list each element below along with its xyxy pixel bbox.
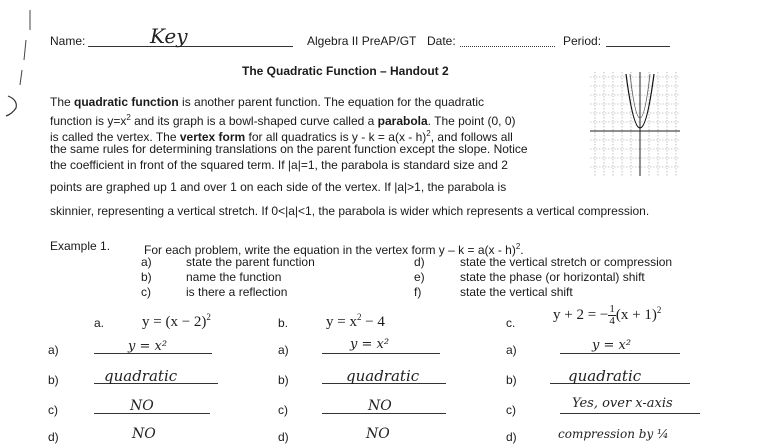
name-line (88, 46, 293, 47)
example-label: Example 1. (50, 239, 111, 253)
period-line (606, 46, 670, 47)
answer-letter: c) (48, 403, 58, 417)
name-value: Key (150, 24, 188, 48)
problem-c-equation: y + 2 = − $\frac{1}{4}$ $(x + 1)^2$ (553, 303, 662, 327)
answer-line (322, 353, 440, 354)
answer-letter: a) (506, 343, 517, 357)
handwritten-answer: y = x² (592, 338, 632, 353)
handwritten-answer: quadratic (346, 367, 420, 385)
item-text: is there a reflection (186, 285, 288, 299)
item-letter: c) (141, 285, 151, 299)
handwritten-answer: NO (132, 426, 156, 442)
example-instruction: For each problem, write the equation in the vertex form y – k = a(x - h)$^2$. (144, 242, 524, 257)
item-text: state the parent function (186, 255, 315, 269)
answer-letter: c) (278, 403, 288, 417)
answer-letter: d) (278, 430, 289, 444)
answer-line (560, 413, 700, 414)
handwritten-answer: quadratic (104, 367, 178, 385)
date-line (460, 46, 555, 47)
date-label: Date: (427, 34, 456, 48)
paragraph-line-4: the same rules for determining translations on the parent function except the slope. Notice (50, 142, 528, 156)
answer-letter: a) (48, 343, 59, 357)
answer-line (560, 353, 680, 354)
problem-b-equation: $y = x^2 - 4$ (326, 312, 385, 330)
problem-a-equation: $y = (x - 2)^2$ (142, 312, 211, 330)
answer-letter: d) (48, 430, 59, 444)
handwritten-answer: compression by ¼ (558, 427, 669, 441)
item-text: name the function (186, 270, 282, 284)
item-letter: d) (414, 255, 425, 269)
problem-c-label: c. (506, 316, 516, 330)
paragraph-line-1: The quadratic function is another parent function. The equation for the quadratic (50, 95, 485, 109)
paragraph-line-3: is called the vertex. The vertex form for all quadratics is y - k = a(x - h)$^2$, and follows all (50, 129, 513, 144)
handwritten-answer: y = x² (350, 337, 390, 352)
answer-letter: d) (506, 430, 517, 444)
answer-letter: b) (48, 373, 59, 387)
item-letter: b) (141, 270, 152, 284)
answer-letter: b) (506, 373, 517, 387)
answer-letter: b) (278, 373, 289, 387)
handwritten-answer: y = x² (128, 339, 168, 354)
item-text: state the vertical stretch or compression (460, 255, 673, 269)
item-text: state the phase (or horizontal) shift (460, 270, 645, 284)
paragraph-line-2: function is $y=x^2$ and its graph is a bowl-shaped curve called a parabola. The point (0, 0) (50, 113, 516, 128)
item-letter: a) (141, 255, 152, 269)
item-letter: e) (414, 270, 425, 284)
answer-letter: c) (506, 403, 516, 417)
paragraph-line-5: the coefficient in front of the squared term. If |a|=1, the parabola is standard size and 2 (50, 158, 508, 172)
handwritten-answer: Yes, over x-axis (572, 396, 673, 411)
problem-b-label: b. (278, 316, 289, 330)
period-label: Period: (563, 34, 602, 48)
paragraph-line-7: skinnier, representing a vertical stretch. If 0<|a|<1, the parabola is wider which represents a vertical compression. (50, 204, 650, 218)
handwritten-answer: NO (366, 426, 390, 442)
parabola-graph (590, 72, 682, 177)
handwritten-answer: NO (368, 398, 392, 414)
paragraph-line-6: points are graphed up 1 and over 1 on each side of the vertex. If |a|>1, the parabola is (50, 180, 507, 194)
answer-letter: a) (278, 343, 289, 357)
course-label: Algebra II PreAP/GT (307, 34, 417, 48)
margin-marks (0, 0, 40, 130)
problem-a-label: a. (94, 316, 105, 330)
name-label: Name: (50, 34, 86, 48)
handwritten-answer: quadratic (568, 367, 642, 385)
item-text: state the vertical shift (460, 285, 573, 299)
handwritten-answer: NO (130, 398, 154, 414)
item-letter: f) (414, 285, 422, 299)
page-title: The Quadratic Function – Handout 2 (242, 64, 449, 78)
